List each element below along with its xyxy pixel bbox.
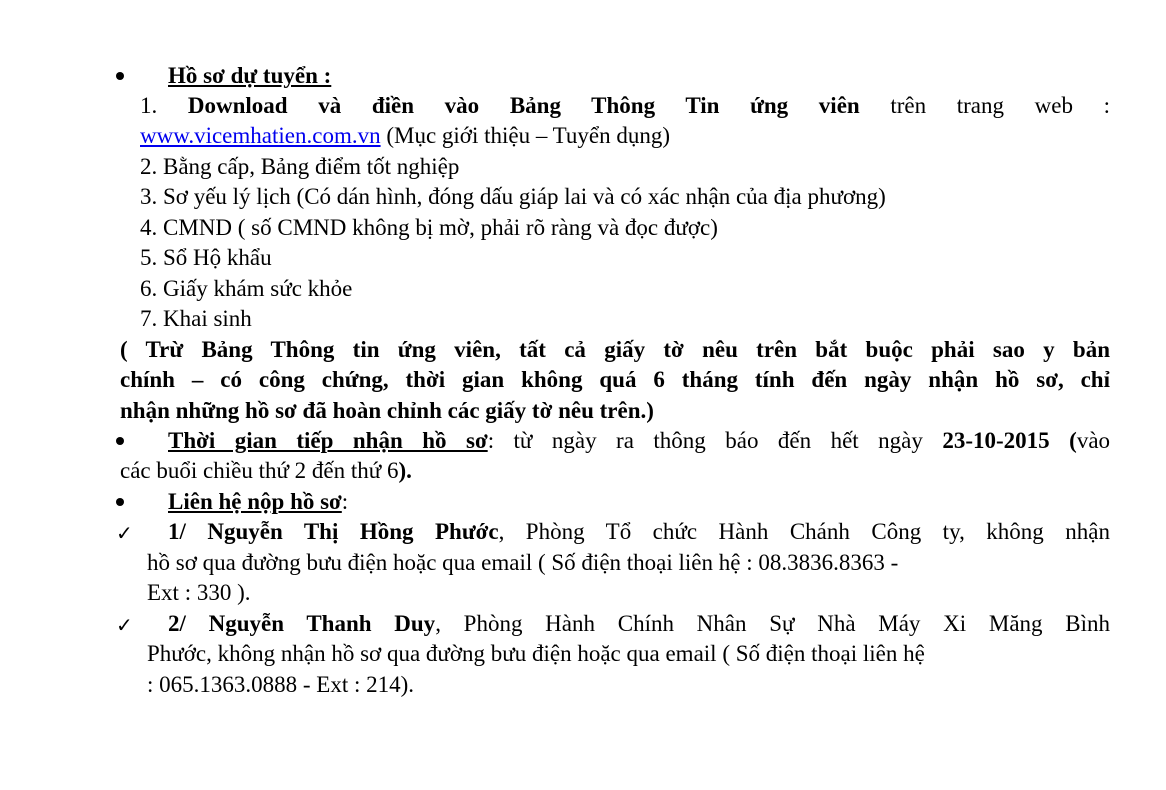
note-line-1: ( Trừ Bảng Thông tin ứng viên, tất cả giấy tờ nêu trên bắt buộc phải sao y bản: [120, 337, 1110, 362]
list-item: 2. Bằng cấp, Bảng điểm tốt nghiệp: [140, 154, 460, 179]
list-item: 6. Giấy khám sức khỏe: [140, 276, 353, 301]
bullet-icon: [116, 72, 124, 80]
contact-2-line-2: Phước, không nhận hồ sơ qua đường bưu điện hoặc qua email ( Số điện thoại liên hệ: [147, 641, 925, 666]
list-item: 3. Sơ yếu lý lịch (Có dán hình, đóng dấu giáp lai và có xác nhận của địa phương): [140, 184, 886, 209]
checkmark-icon: ✓: [116, 613, 133, 637]
contact-1-line-1: 1/ Nguyễn Thị Hồng Phước, Phòng Tổ chức Hành Chánh Công ty, không nhận: [168, 519, 1110, 544]
bullet-icon: [116, 498, 124, 506]
section-time-line-2: các buổi chiều thứ 2 đến thứ 6).: [120, 458, 412, 483]
contact-name: 2/ Nguyễn Thanh Duy: [168, 611, 436, 636]
item-1-line-2: www.vicemhatien.com.vn (Mục giới thiệu – Tuyển dụng): [140, 123, 671, 148]
section-contact-heading: Liên hệ nộp hồ sơ:: [168, 489, 349, 514]
contact-1-line-2: hồ sơ qua đường bưu điện hoặc qua email ( Số điện thoại liên hệ : 08.3836.8363 -: [147, 550, 899, 575]
website-link[interactable]: www.vicemhatien.com.vn: [140, 123, 381, 148]
section-heading-lien-he: Liên hệ nộp hồ sơ: [168, 489, 342, 514]
note-line-3: nhận những hồ sơ đã hoàn chỉnh các giấy tờ nêu trên.): [120, 398, 654, 423]
section-heading-thoi-gian: Thời gian tiếp nhận hồ sơ: [168, 428, 488, 453]
deadline-date: 23-10-2015: [942, 428, 1050, 453]
bullet-icon: [116, 437, 124, 445]
section-heading-ho-so: Hồ sơ dự tuyển :: [168, 63, 332, 88]
list-item: 4. CMND ( số CMND không bị mờ, phải rõ ràng và đọc được): [140, 215, 718, 240]
section-time-line-1: Thời gian tiếp nhận hồ sơ: từ ngày ra thông báo đến hết ngày 23-10-2015 (vào: [168, 428, 1111, 453]
contact-1-line-3: Ext : 330 ).: [147, 580, 251, 605]
contact-2-line-1: 2/ Nguyễn Thanh Duy, Phòng Hành Chính Nhân Sự Nhà Máy Xi Măng Bình: [168, 611, 1110, 636]
contact-2-line-3: : 065.1363.0888 - Ext : 214).: [147, 672, 415, 697]
note-line-2: chính – có công chứng, thời gian không quá 6 tháng tính đến ngày nhận hồ sơ, chỉ: [120, 367, 1110, 392]
checkmark-icon: ✓: [116, 521, 133, 545]
list-item: 5. Sổ Hộ khẩu: [140, 245, 272, 270]
item-1-line-1: 1. Download và điền vào Bảng Thông Tin ứng viên trên trang web :: [140, 93, 1110, 118]
contact-name: 1/ Nguyễn Thị Hồng Phước: [168, 519, 499, 544]
list-item: 7. Khai sinh: [140, 306, 252, 331]
